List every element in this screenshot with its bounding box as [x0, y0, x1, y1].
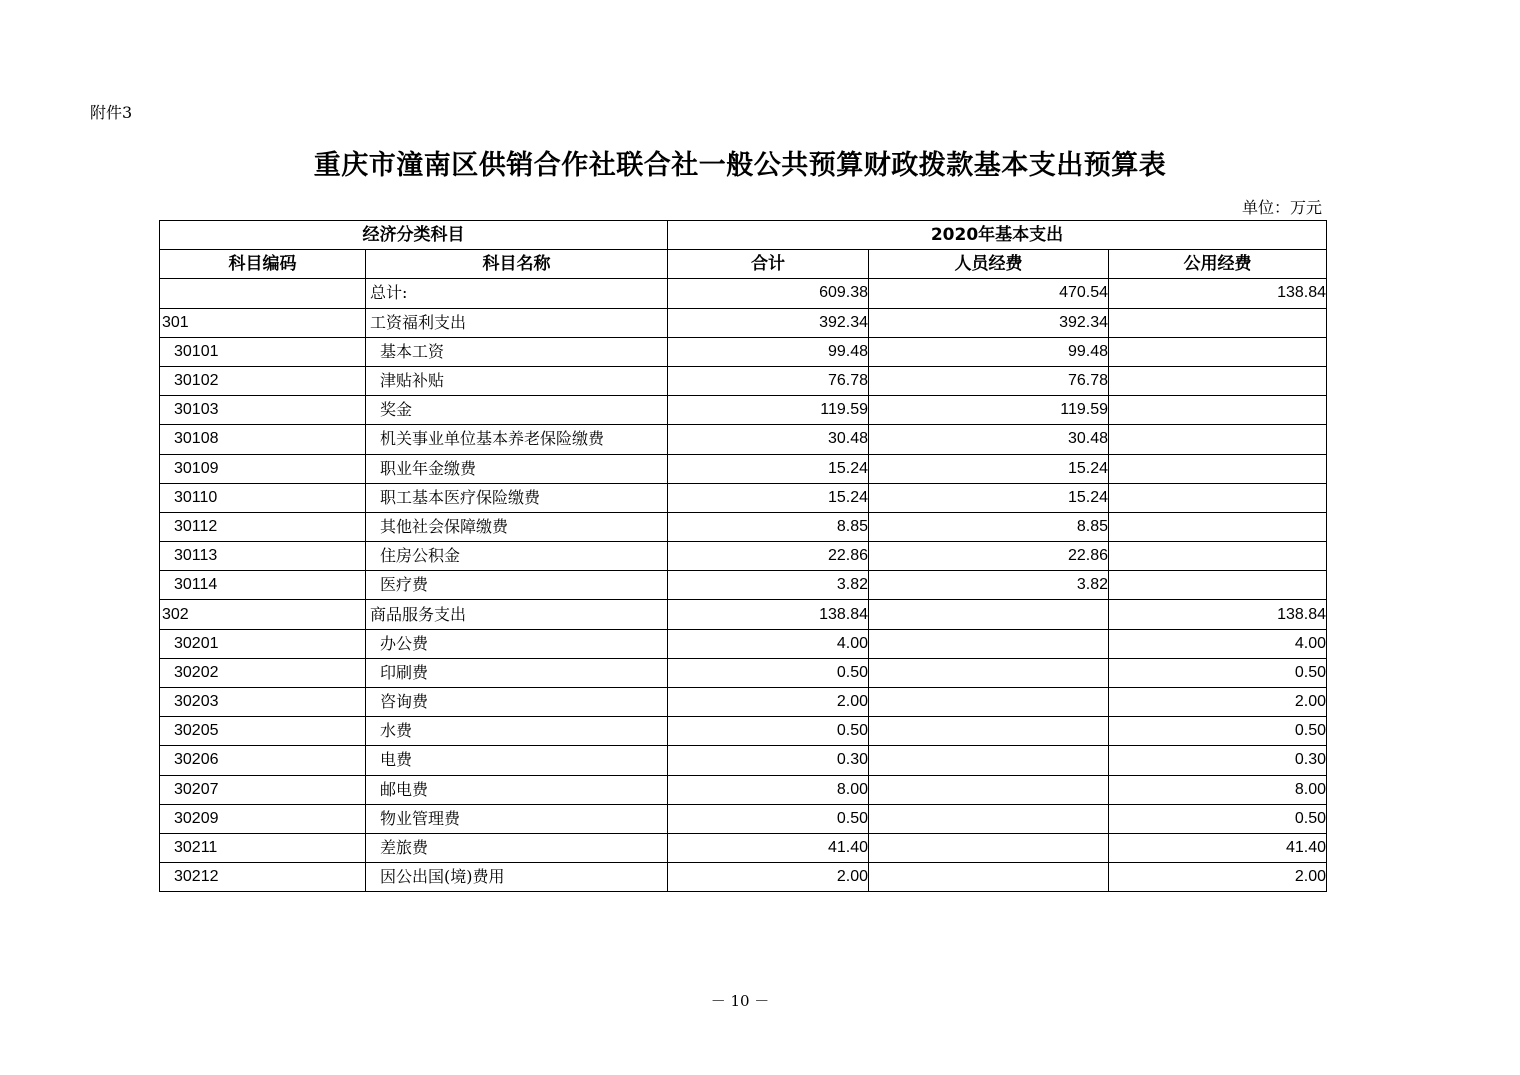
column-header-name: 科目名称 — [366, 250, 668, 279]
row-code: 302 — [160, 600, 366, 629]
row-total: 0.50 — [668, 717, 869, 746]
unit-label: 单位：万元 — [1241, 198, 1322, 217]
row-total: 8.00 — [668, 775, 869, 804]
row-public: 0.30 — [1109, 746, 1327, 775]
row-public — [1109, 571, 1327, 600]
row-code: 30202 — [160, 658, 366, 687]
row-name: 商品服务支出 — [366, 600, 668, 629]
row-total: 15.24 — [668, 483, 869, 512]
table-row — [160, 542, 1327, 571]
attachment-label: 附件3 — [90, 103, 133, 122]
row-code: 30102 — [160, 366, 366, 395]
row-personnel — [869, 629, 1109, 658]
row-name: 住房公积金 — [366, 542, 668, 571]
table-row — [160, 571, 1327, 600]
row-personnel — [869, 717, 1109, 746]
row-total: 2.00 — [668, 863, 869, 892]
row-public: 8.00 — [1109, 775, 1327, 804]
row-public — [1109, 512, 1327, 541]
row-name: 总计: — [366, 279, 668, 308]
row-name: 机关事业单位基本养老保险缴费 — [366, 425, 668, 454]
row-code: 30108 — [160, 425, 366, 454]
row-total: 99.48 — [668, 337, 869, 366]
row-public: 4.00 — [1109, 629, 1327, 658]
table-row — [160, 512, 1327, 541]
row-code: 30112 — [160, 512, 366, 541]
row-public: 2.00 — [1109, 863, 1327, 892]
row-public — [1109, 483, 1327, 512]
row-name: 电费 — [366, 746, 668, 775]
row-code: 30205 — [160, 717, 366, 746]
column-header-total: 合计 — [668, 250, 869, 279]
row-public: 138.84 — [1109, 279, 1327, 308]
row-code: 30207 — [160, 775, 366, 804]
row-name: 咨询费 — [366, 688, 668, 717]
row-public: 0.50 — [1109, 717, 1327, 746]
row-total: 609.38 — [668, 279, 869, 308]
row-code: 30211 — [160, 833, 366, 862]
row-code: 30209 — [160, 804, 366, 833]
table-row — [160, 366, 1327, 395]
row-code: 30114 — [160, 571, 366, 600]
row-personnel — [869, 600, 1109, 629]
row-name: 因公出国(境)费用 — [366, 863, 668, 892]
table-row — [160, 337, 1327, 366]
table-row — [160, 425, 1327, 454]
row-public: 138.84 — [1109, 600, 1327, 629]
column-header-public: 公用经费 — [1109, 250, 1327, 279]
row-personnel: 22.86 — [869, 542, 1109, 571]
row-total: 15.24 — [668, 454, 869, 483]
row-code: 30212 — [160, 863, 366, 892]
row-total: 3.82 — [668, 571, 869, 600]
row-personnel: 3.82 — [869, 571, 1109, 600]
table-row — [160, 279, 1327, 308]
row-total: 41.40 — [668, 833, 869, 862]
row-personnel — [869, 658, 1109, 687]
row-public — [1109, 337, 1327, 366]
row-personnel — [869, 746, 1109, 775]
row-total: 22.86 — [668, 542, 869, 571]
row-name: 印刷费 — [366, 658, 668, 687]
table-row — [160, 629, 1327, 658]
row-personnel: 392.34 — [869, 308, 1109, 337]
table-row — [160, 658, 1327, 687]
row-public — [1109, 366, 1327, 395]
row-code: 30110 — [160, 483, 366, 512]
row-code: 30206 — [160, 746, 366, 775]
row-name: 工资福利支出 — [366, 308, 668, 337]
row-personnel: 99.48 — [869, 337, 1109, 366]
page-number: － 10 － — [710, 992, 770, 1010]
table-row — [160, 396, 1327, 425]
row-name: 职业年金缴费 — [366, 454, 668, 483]
row-total: 0.50 — [668, 804, 869, 833]
column-header-row — [160, 250, 1327, 279]
row-name: 物业管理费 — [366, 804, 668, 833]
table-row — [160, 717, 1327, 746]
row-code: 30103 — [160, 396, 366, 425]
row-total: 76.78 — [668, 366, 869, 395]
row-personnel: 119.59 — [869, 396, 1109, 425]
table-row — [160, 804, 1327, 833]
row-public: 0.50 — [1109, 658, 1327, 687]
table-row — [160, 863, 1327, 892]
row-total: 30.48 — [668, 425, 869, 454]
row-personnel — [869, 863, 1109, 892]
column-header-code: 科目编码 — [160, 250, 366, 279]
row-total: 0.50 — [668, 658, 869, 687]
row-public — [1109, 396, 1327, 425]
row-public: 41.40 — [1109, 833, 1327, 862]
row-name: 基本工资 — [366, 337, 668, 366]
row-total: 138.84 — [668, 600, 869, 629]
row-code: 30113 — [160, 542, 366, 571]
row-name: 邮电费 — [366, 775, 668, 804]
row-total: 4.00 — [668, 629, 869, 658]
table-row — [160, 746, 1327, 775]
row-public — [1109, 425, 1327, 454]
row-name: 水费 — [366, 717, 668, 746]
row-name: 医疗费 — [366, 571, 668, 600]
row-code: 30109 — [160, 454, 366, 483]
row-personnel: 15.24 — [869, 454, 1109, 483]
row-public: 2.00 — [1109, 688, 1327, 717]
row-total: 119.59 — [668, 396, 869, 425]
row-code: 30201 — [160, 629, 366, 658]
table-row — [160, 308, 1327, 337]
row-public — [1109, 542, 1327, 571]
row-personnel: 30.48 — [869, 425, 1109, 454]
row-public — [1109, 308, 1327, 337]
row-name: 差旅费 — [366, 833, 668, 862]
row-personnel: 8.85 — [869, 512, 1109, 541]
row-name: 奖金 — [366, 396, 668, 425]
group-header-basic-expenditure: 2020年基本支出 — [668, 221, 1327, 250]
row-public: 0.50 — [1109, 804, 1327, 833]
row-total: 8.85 — [668, 512, 869, 541]
table-row — [160, 483, 1327, 512]
row-name: 津贴补贴 — [366, 366, 668, 395]
budget-table — [159, 220, 1327, 892]
row-personnel — [869, 688, 1109, 717]
row-total: 2.00 — [668, 688, 869, 717]
group-header-row — [160, 221, 1327, 250]
table-row — [160, 688, 1327, 717]
row-personnel — [869, 775, 1109, 804]
row-personnel — [869, 833, 1109, 862]
table-row — [160, 600, 1327, 629]
table-row — [160, 454, 1327, 483]
row-code: 30203 — [160, 688, 366, 717]
row-code: 301 — [160, 308, 366, 337]
row-code — [160, 279, 366, 308]
row-total: 392.34 — [668, 308, 869, 337]
row-name: 其他社会保障缴费 — [366, 512, 668, 541]
group-header-economic-class: 经济分类科目 — [160, 221, 668, 250]
row-name: 办公费 — [366, 629, 668, 658]
table-row — [160, 775, 1327, 804]
table-row — [160, 833, 1327, 862]
row-personnel: 76.78 — [869, 366, 1109, 395]
row-public — [1109, 454, 1327, 483]
column-header-personnel: 人员经费 — [869, 250, 1109, 279]
row-name: 职工基本医疗保险缴费 — [366, 483, 668, 512]
page-title: 重庆市潼南区供销合作社联合社一般公共预算财政拨款基本支出预算表 — [313, 150, 1167, 181]
row-personnel — [869, 804, 1109, 833]
row-personnel: 15.24 — [869, 483, 1109, 512]
row-code: 30101 — [160, 337, 366, 366]
row-total: 0.30 — [668, 746, 869, 775]
row-personnel: 470.54 — [869, 279, 1109, 308]
